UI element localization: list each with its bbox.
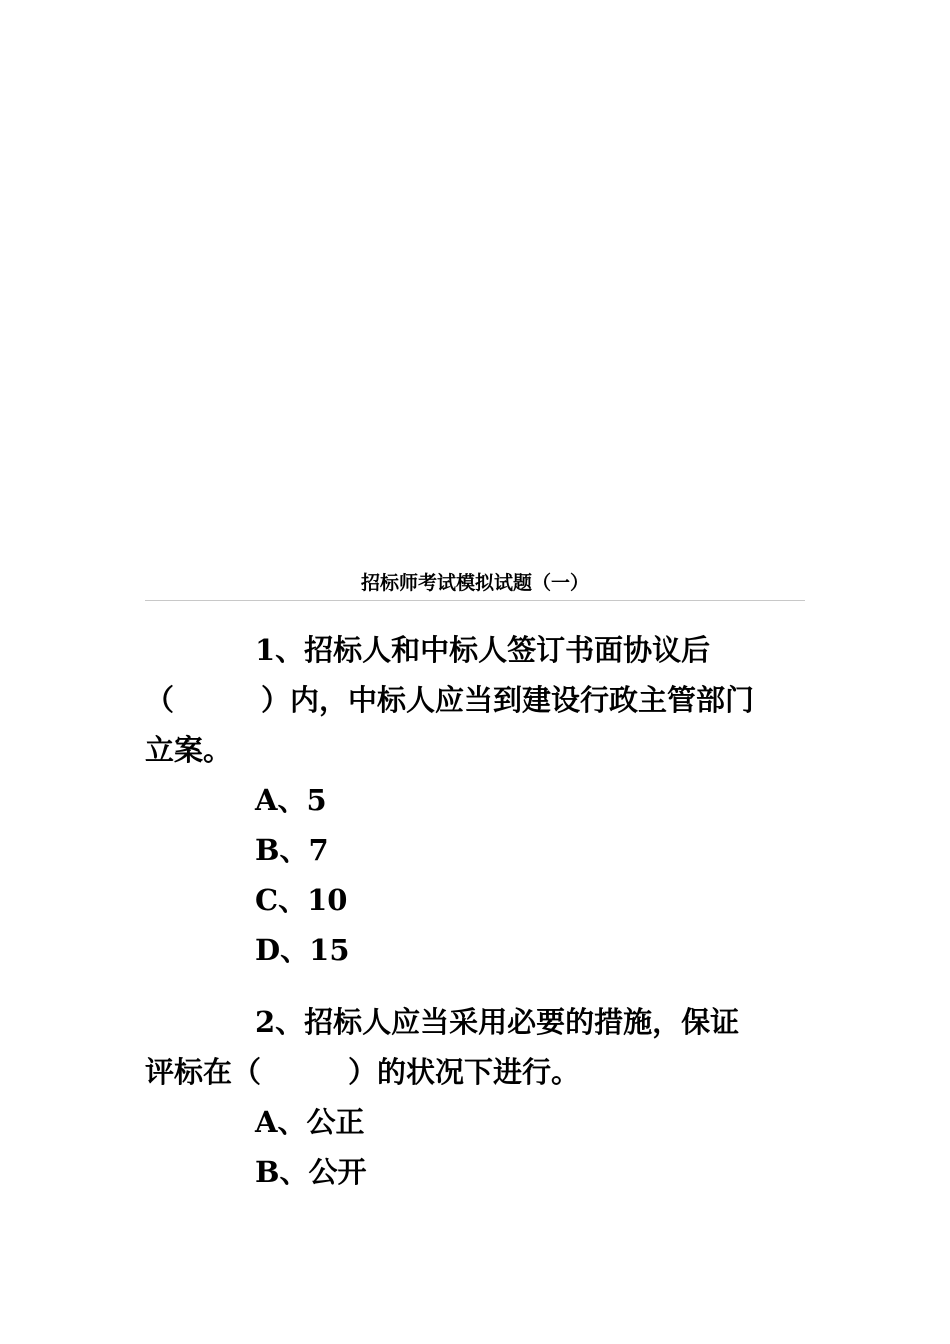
header-divider: [145, 600, 805, 601]
question-2-option-a: A、公正: [255, 1105, 365, 1139]
page-title: 招标师考试模拟试题（一）: [360, 572, 589, 594]
question-2-option-b: B、公开: [255, 1155, 367, 1189]
question-2: [145, 997, 805, 1197]
question-1: [145, 625, 805, 975]
question-1-stem-line-3: 立案。: [145, 733, 233, 767]
question-list: [145, 625, 805, 1197]
question-1-option-b: B、7: [255, 833, 329, 867]
question-2-stem-line-1: 2、招标人应当采用必要的措施，保证: [255, 1005, 740, 1039]
question-1-option-a: A、5: [255, 783, 327, 817]
question-spacer: [145, 975, 805, 997]
question-2-stem-line-2: 评标在（ ）的状况下进行。: [145, 1055, 581, 1089]
question-1-option-c: C、10: [255, 883, 348, 917]
question-1-stem-line-2: （ ）内，中标人应当到建设行政主管部门: [145, 683, 755, 717]
question-1-stem-line-1: 1、招标人和中标人签订书面协议后: [255, 633, 711, 667]
question-1-option-d: D、15: [255, 933, 350, 967]
